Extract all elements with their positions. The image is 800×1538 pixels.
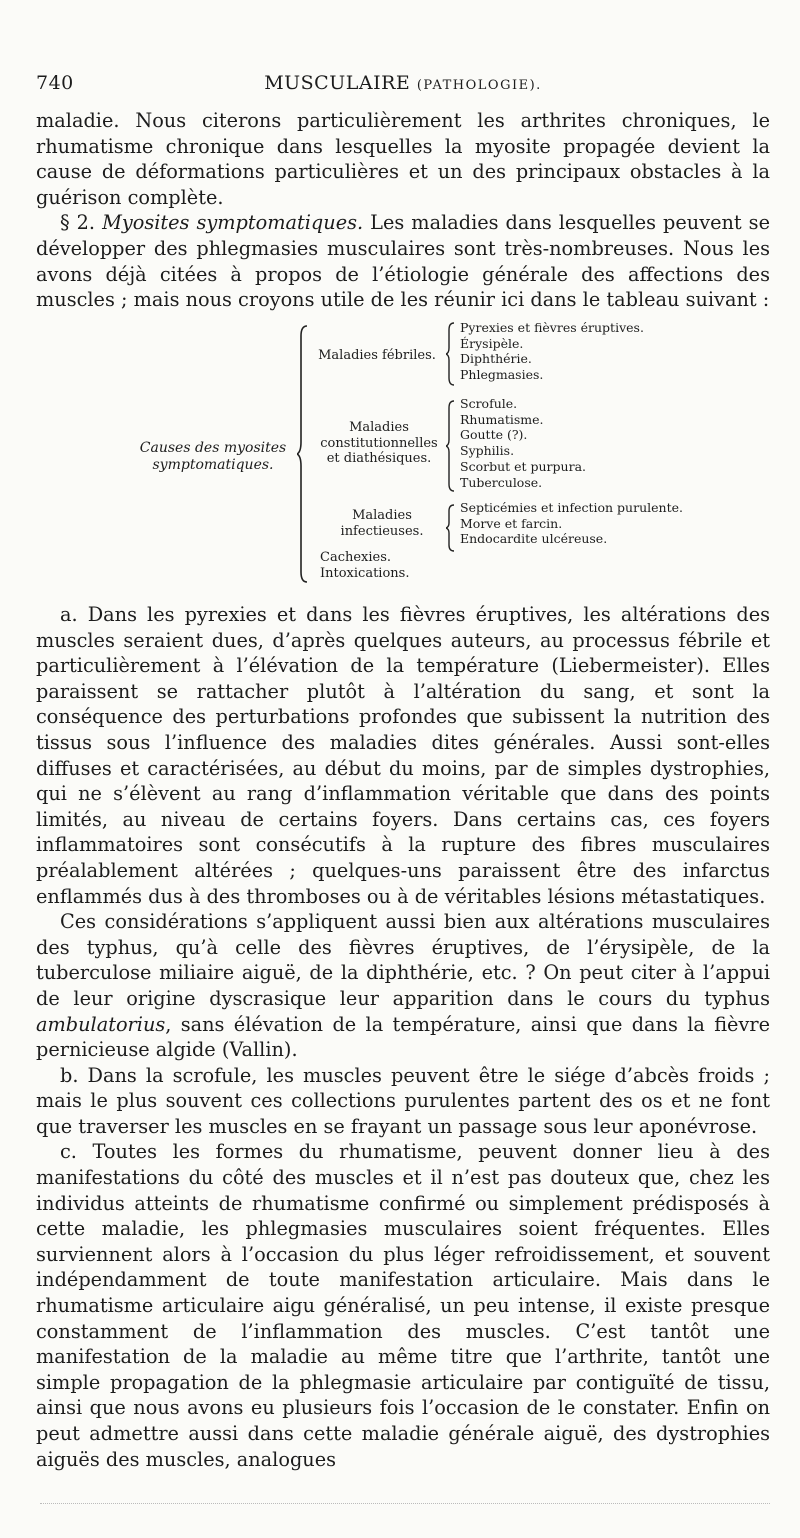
list-item: Morve et farcin. [460, 515, 563, 531]
section-heading: Myosites symptomatiques. [102, 211, 364, 235]
group-items-febrile [460, 320, 644, 383]
brace-constitutional [446, 400, 456, 492]
intro-text [36, 108, 770, 313]
running-head [36, 72, 770, 102]
text-run: , sans élévation de la température, ainsi que dans la fièvre pernicieuse algide (Vallin). [36, 1012, 770, 1062]
running-title [36, 72, 770, 94]
list-item: Tuberculose. [460, 474, 543, 490]
list-item: Cachexies. [320, 550, 392, 565]
classification-table [0, 320, 800, 590]
italic-term: ambulatorius [36, 1012, 166, 1036]
big-brace [297, 324, 309, 584]
group-label-febrile: Maladies fébriles. [318, 348, 436, 363]
section-marker: § 2. [60, 211, 96, 235]
table-root-label: Causes des myosites symptomatiques. [139, 440, 287, 473]
page-bottom-rule [40, 1503, 770, 1504]
list-item: Syphilis. [460, 443, 515, 459]
body-text [36, 602, 770, 1472]
running-title-main: MUSCULAIRE [264, 72, 411, 94]
list-item: Goutte (?). [460, 427, 528, 443]
paragraph-c: c. Toutes les formes du rhumatisme, peuvent donner lieu à des manifestations du côté des muscles et il n’est pas douteux que, chez les individus atteints de rhumatisme confirmé ou simplement prédisposés à cette maladie, les phlegmasies musculaires soient fréquentes. Elles surviennent alors à l’occasion du plus léger refroidissement, et souvent indépendamment de toute manifestation articulaire. Mais dans le rhumatisme articulaire aigu généralisé, un peu intense, il existe presque constamment de l’inflammation des muscles. C’est tantôt une manifestation de la maladie au même titre que l’arthrite, tantôt une simple propagation de la phlegmasie articulaire par contiguïté de tissu, ainsi que nous avons eu plusieurs fois l’occasion de le constater. Enfin on peut admettre aussi dans cette maladie générale aiguë, des dystrophies aiguës des muscles, analogues [36, 1140, 770, 1471]
list-item: Érysipèle. [460, 335, 524, 351]
list-item: Rhumatisme. [460, 411, 544, 427]
group-label-infectious: Maladies infectieuses. [340, 508, 424, 539]
running-title-sub: (PATHOLOGIE). [416, 78, 542, 93]
paragraph-continuation: maladie. Nous citerons particulièrement les arthrites chroniques, le rhumatisme chronique dans lesquelles la myosite propagée devient la cause de déformations particulières et un des principaux obstacles à la guérison complète. [36, 109, 770, 209]
table-extra-items [320, 550, 409, 581]
group-label-constitutional: Maladies constitutionnelles et diathésiques. [320, 420, 438, 466]
text-run: Ces considérations s’appliquent aussi bien aux altérations musculaires des typhus, qu’à celle des fièvres éruptives, de l’érysipèle, de la tuberculose miliaire aiguë, de la diphthérie, etc. ? On peut citer à l’appui de leur origine dyscrasique leur apparition dans le cours du typhus [36, 910, 770, 1010]
group-items-constitutional [460, 396, 586, 490]
group-items-infectious [460, 500, 683, 547]
page-number: 740 [36, 72, 74, 94]
paragraph-section-2 [36, 210, 770, 312]
list-item: Endocardite ulcéreuse. [460, 531, 608, 547]
list-item: Phlegmasies. [460, 367, 544, 383]
list-item: Scorbut et purpura. [460, 458, 586, 474]
paragraph-a-continued [36, 909, 770, 1063]
paragraph-a: a. Dans les pyrexies et dans les fièvres éruptives, les altérations des muscles seraient dues, d’après quelques auteurs, au processus fébrile et particulièrement à l’élévation de la température (Liebermeister). Elles paraissent se rattacher plutôt à l’altération du sang, et sont la conséquence des perturbations profondes que subissent la nutrition des tissus sous l’influence des maladies dites générales. Aussi sont-elles diffuses et caractérisées, au début du moins, par de simples dystrophies, qui ne s’élèvent au rang d’inflammation véritable que dans des points limités, au niveau de certains foyers. Dans certains cas, ces foyers inflammatoires sont consécutifs à la rupture des fibres musculaires préalablement altérées ; quelques-uns paraissent être des infarctus enflammés dus à des thromboses ou à de véritables lésions métastatiques. [36, 603, 770, 908]
section-text: Les maladies dans lesquelles peuvent se développer des phlegmasies musculaires sont très-nombreuses. Nous les avons déjà citées à propos de l’étiologie générale des affections des muscles ; mais nous croyons utile de les réunir ici dans le tableau suivant : [36, 211, 770, 312]
list-item: Intoxications. [320, 565, 410, 581]
list-item: Diphthérie. [460, 351, 532, 367]
list-item: Pyrexies et fièvres éruptives. [460, 320, 644, 335]
paragraph-b: b. Dans la scrofule, les muscles peuvent être le siége d’abcès froids ; mais le plus souvent ces collections purulentes partent des os et ne font que traverser les muscles en se frayant un passage sous leur aponévrose. [36, 1063, 770, 1138]
brace-febrile [446, 322, 456, 386]
brace-infectious [446, 504, 456, 552]
list-item: Septicémies et infection purulente. [460, 500, 683, 515]
list-item: Scrofule. [460, 396, 518, 411]
